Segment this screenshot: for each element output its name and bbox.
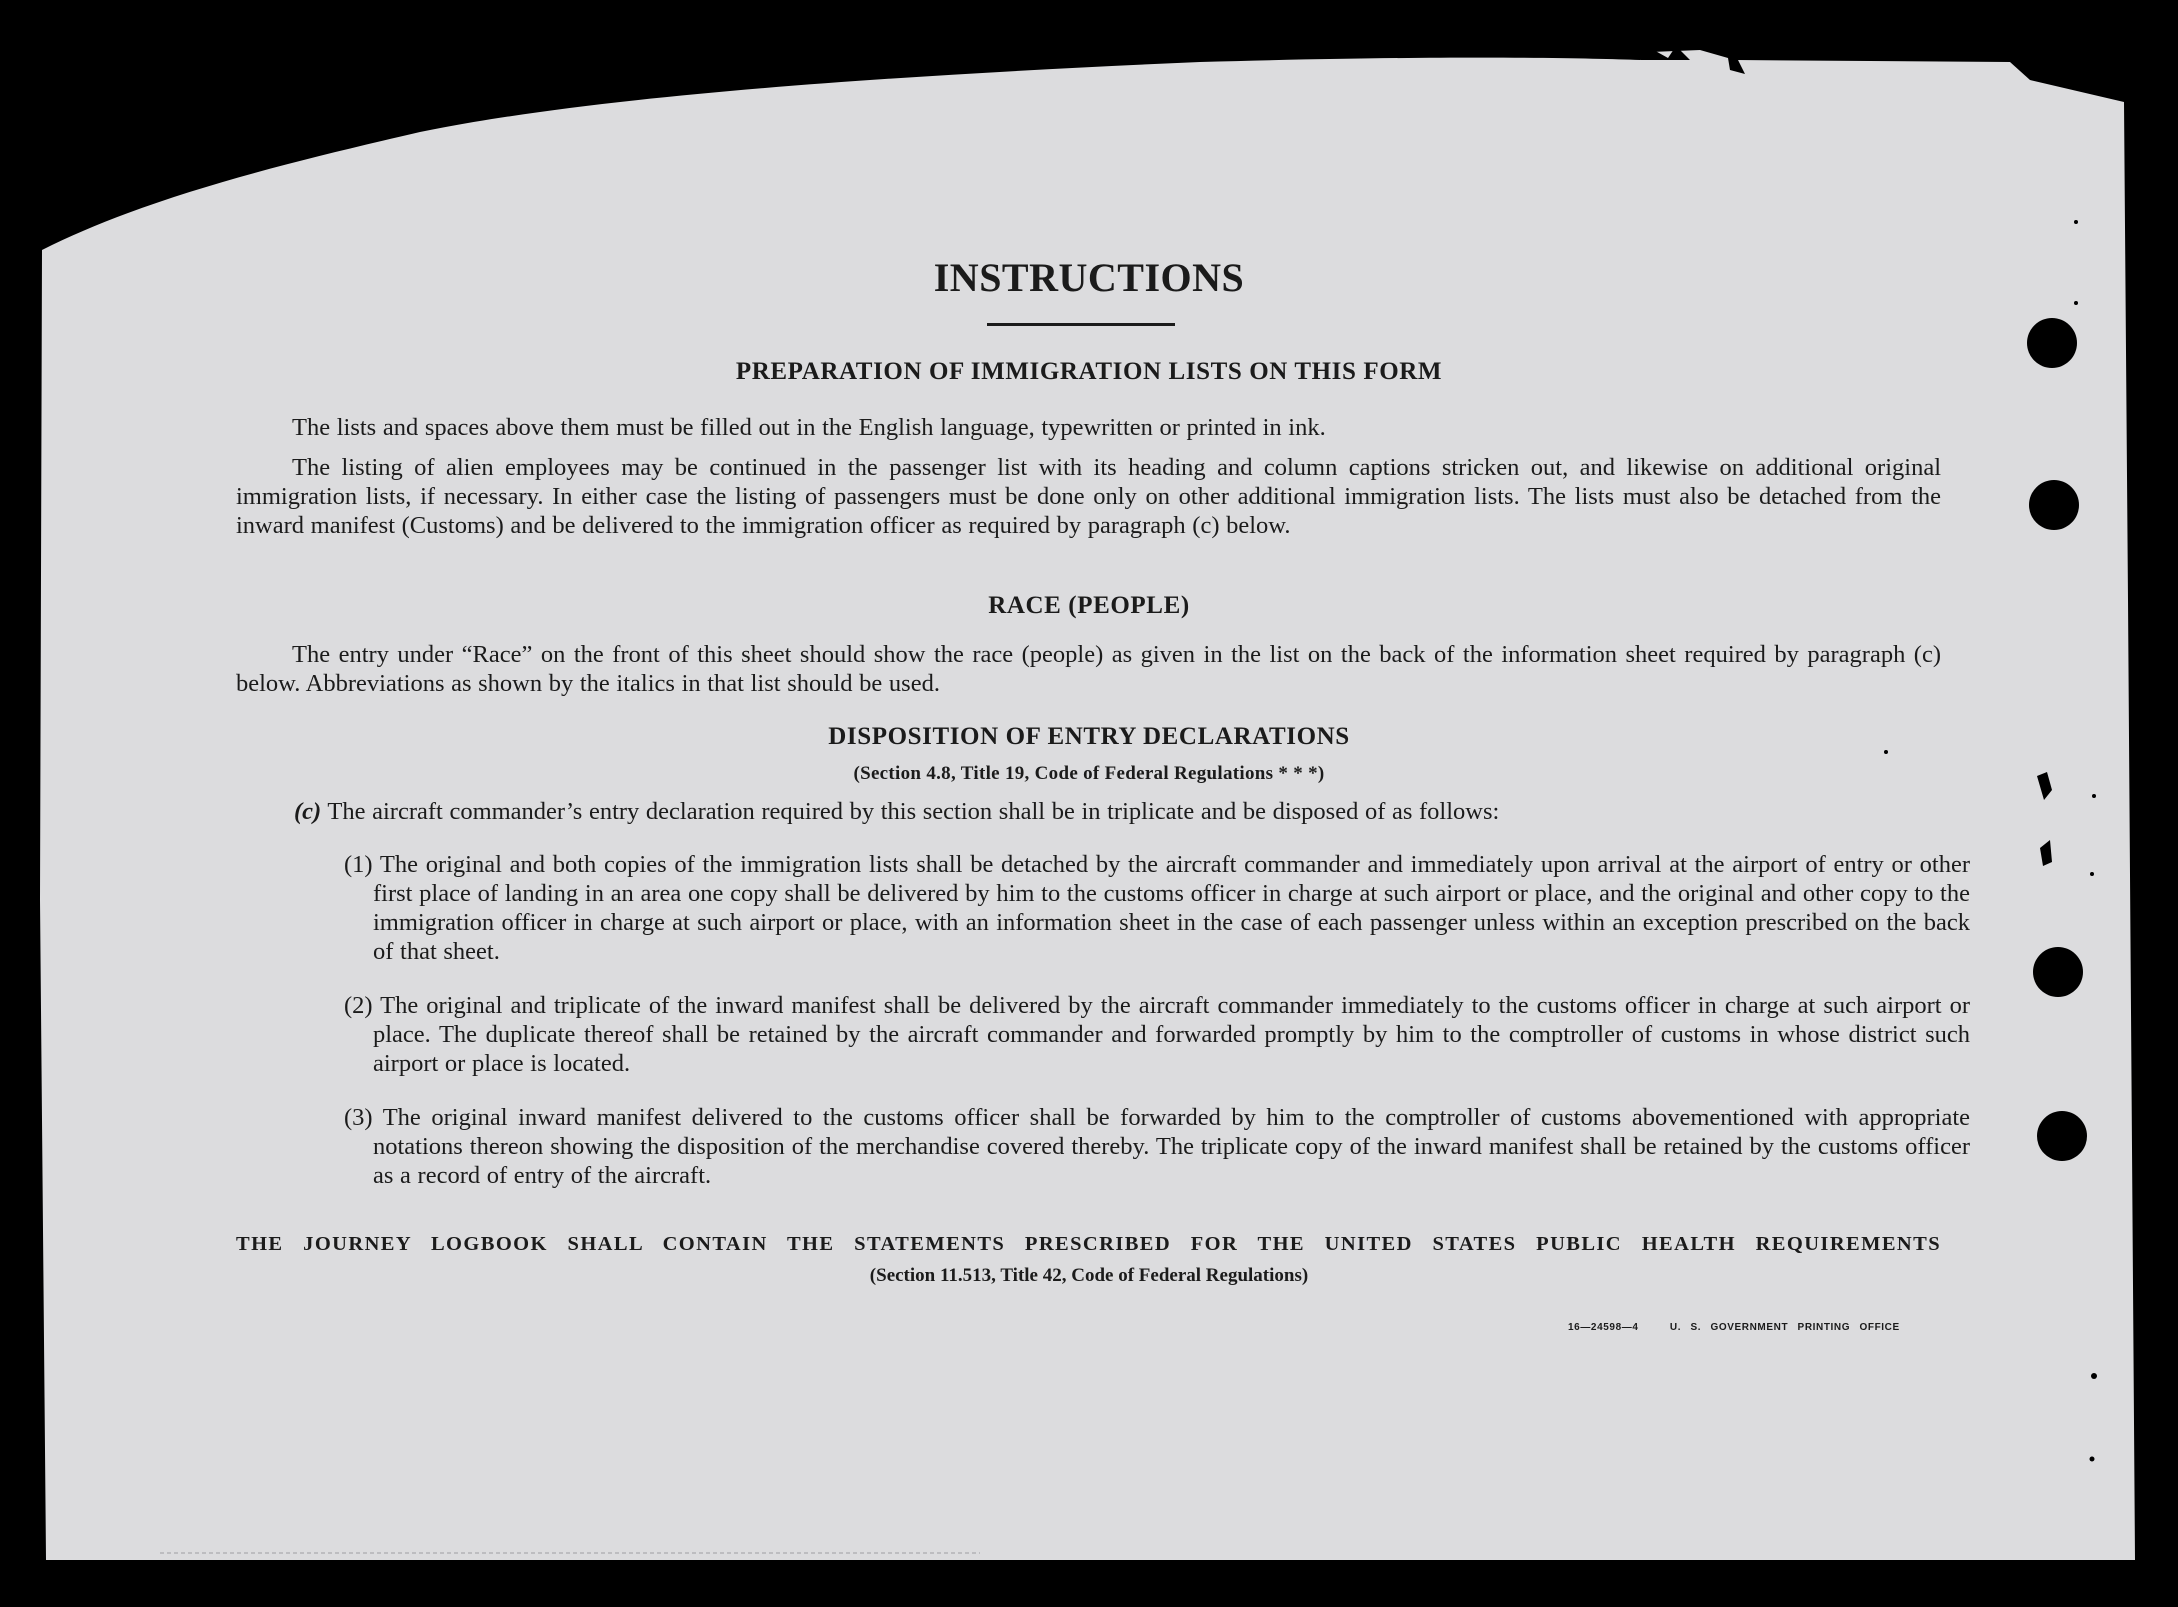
print-code: 16—24598—4 (1568, 1322, 1639, 1333)
item-marker: (3) (344, 1104, 373, 1131)
disposition-item-3 (344, 1103, 1970, 1190)
intro-marker: (c) (294, 798, 322, 825)
preparation-heading: PREPARATION OF IMMIGRATION LISTS ON THIS FORM (735, 358, 1443, 385)
title-underline (987, 323, 1175, 326)
item-text: The original inward manifest delivered to the customs officer shall be forwarded by him to the comptroller of customs abovementioned with appropriate notations thereon showing the disposition of the merchandise covered thereby. The triplicate copy of the inward manifest shall be retained by the customs officer as a record of entry of the aircraft. (373, 1104, 1971, 1189)
disposition-item-1 (344, 850, 1970, 966)
disposition-citation: (Section 4.8, Title 19, Code of Federal Regulations * * *) (853, 763, 1325, 784)
item-text: The original and both copies of the immigration lists shall be detached by the aircraft commander and immediately upon arrival at the airport of entry or other first place of landing in an area one copy shall be delivered by him to the customs officer in charge at such airport or place, and the original and other copy to the immigration officer in charge at such airport or place, with an information sheet in the case of each passenger unless within an exception prescribed on the back of that sheet. (373, 851, 1970, 965)
item-text: The original and triplicate of the inward manifest shall be delivered by the aircraft commander immediately to the customs officer in charge at such airport or place. The duplicate thereof shall be retained by the aircraft commander and forwarded promptly by him to the comptroller of customs in whose district such airport or place is located. (373, 992, 1970, 1077)
preparation-paragraph-2: The listing of alien employees may be continued in the passenger list with its heading and column captions stricken out, and likewise on additional original immigration lists, if necessary. In either case the listing of passengers must be done only on other additional immigration lists. The lists must also be detached from the inward manifest (Customs) and be delivered to the immigration officer as required by paragraph (c) below. (236, 454, 1941, 539)
public-health-citation: (Section 11.513, Title 42, Code of Federal Regulations) (869, 1265, 1309, 1286)
race-paragraph: The entry under “Race” on the front of this sheet should show the race (people) as given in the list on the back of the information sheet required by paragraph (c) below. Abbreviations as shown by the italics in that list should be used. (236, 641, 1941, 697)
preparation-paragraph-1: The lists and spaces above them must be filled out in the English language, typewritten or printed in ink. (292, 414, 1326, 441)
item-marker: (2) (344, 992, 373, 1019)
public-health-statement: THE JOURNEY LOGBOOK SHALL CONTAIN THE STATEMENTS PRESCRIBED FOR THE UNITED STATES PUBLIC HEALTH REQUIREMENTS (236, 1233, 1941, 1255)
disposition-item-2 (344, 991, 1970, 1078)
disposition-heading: DISPOSITION OF ENTRY DECLARATIONS (828, 723, 1350, 750)
page-title: INSTRUCTIONS (933, 255, 1245, 300)
race-heading: RACE (PEOPLE) (988, 592, 1190, 619)
printer-name: U. S. GOVERNMENT PRINTING OFFICE (1669, 1322, 1900, 1333)
intro-text: The aircraft commander’s entry declaration required by this section shall be in triplicate and be disposed of as follows: (327, 798, 1500, 825)
item-marker: (1) (344, 851, 373, 878)
printing-imprint (1568, 1322, 1900, 1333)
disposition-intro (294, 797, 1954, 826)
